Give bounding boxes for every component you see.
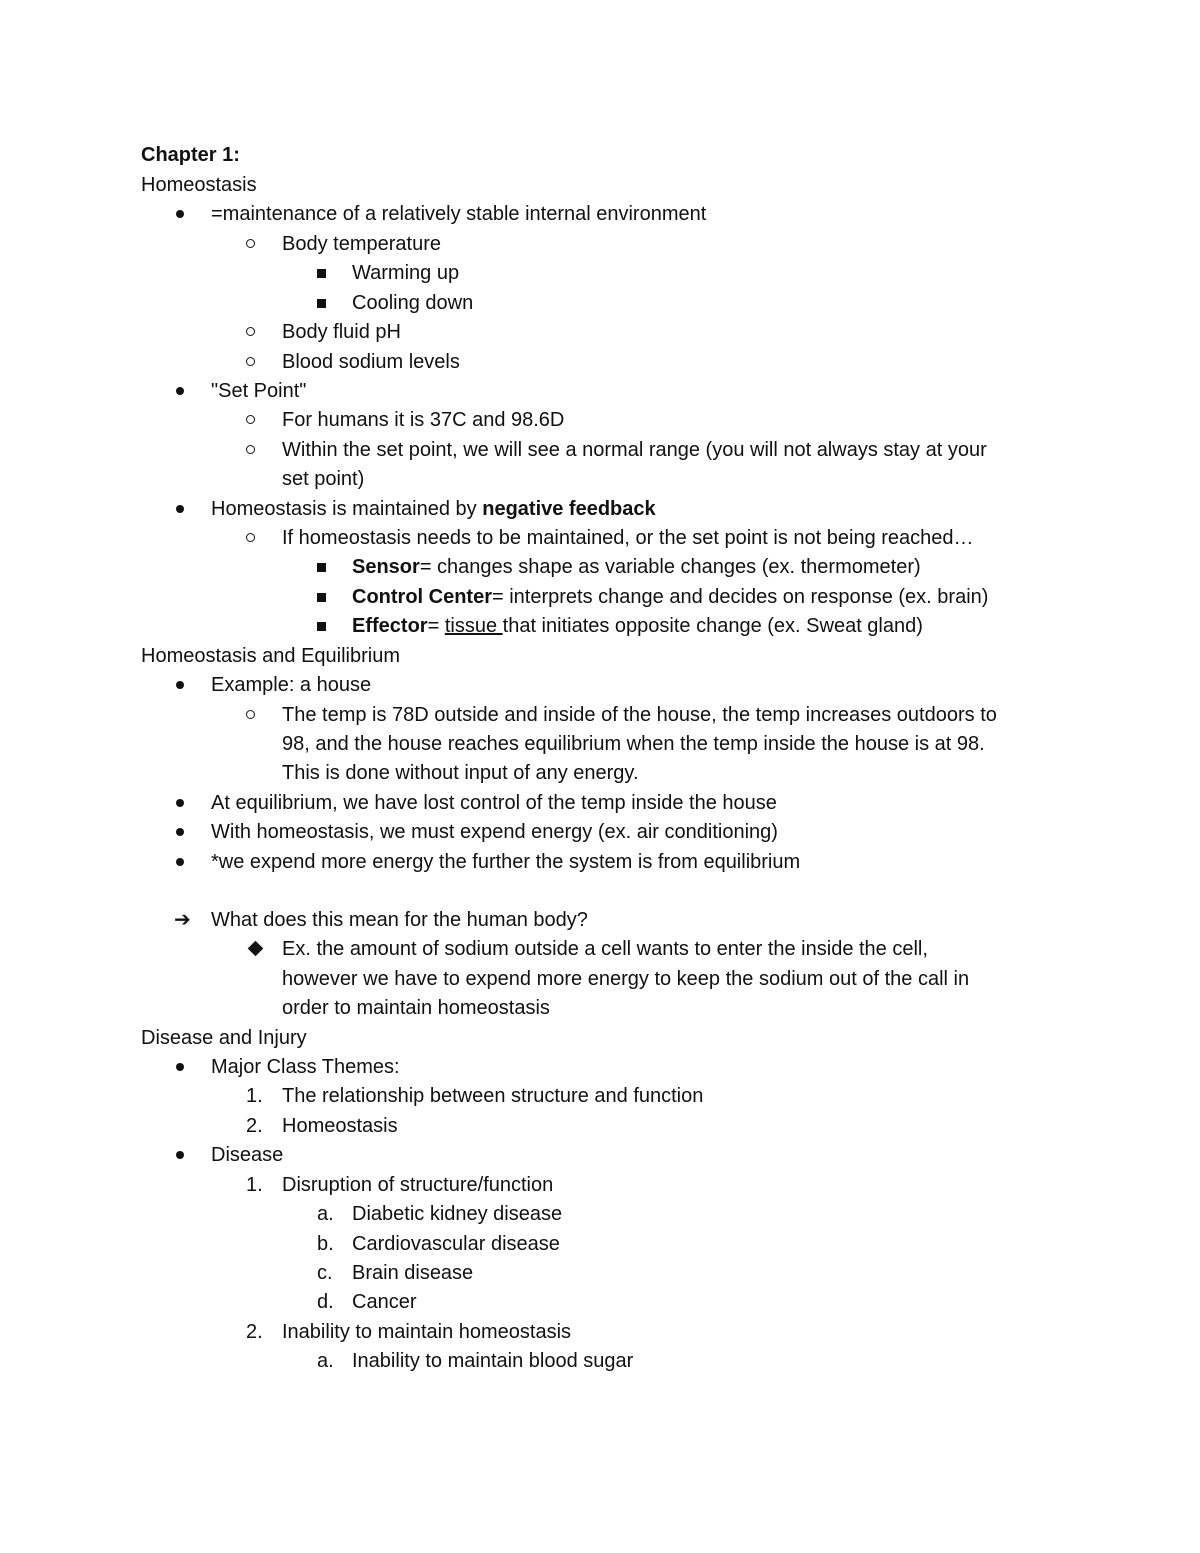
numbered-item: 2. Inability to maintain homeostasis [0, 1317, 1200, 1347]
list-number: 2. [246, 1115, 263, 1137]
arrow-right-icon: ➔ [174, 909, 191, 931]
bullet-icon [176, 505, 184, 513]
section-heading-homeostasis: Homeostasis [141, 174, 257, 196]
square-bullet-icon [317, 269, 326, 278]
continuation-line: order to maintain homeostasis [282, 997, 550, 1019]
lettered-item: b. Cardiovascular disease [0, 1229, 1200, 1259]
continuation-line: set point) [282, 468, 365, 490]
hollow-bullet-icon [246, 357, 255, 366]
list-number: 2. [246, 1321, 263, 1343]
lettered-item: d. Cancer [0, 1287, 1200, 1317]
bullet-item: =maintenance of a relatively stable internal environment [0, 199, 1200, 229]
bold-term: Control Center [352, 586, 492, 608]
bold-term: Effector [352, 615, 428, 637]
continuation-line: however we have to expend more energy to keep the sodium out of the call in [282, 968, 970, 990]
hollow-bullet-icon [246, 239, 255, 248]
list-number: 1. [246, 1174, 263, 1196]
bullet-icon [176, 387, 184, 395]
bullet-icon [176, 1063, 184, 1071]
chapter-title: Chapter 1: [141, 144, 240, 166]
hollow-bullet-icon [246, 445, 255, 454]
lettered-item: a. Inability to maintain blood sugar [0, 1346, 1200, 1376]
bullet-item: "Set Point" [0, 376, 1200, 406]
hollow-bullet-icon [246, 710, 255, 719]
lettered-item: c. Brain disease [0, 1258, 1200, 1288]
list-number: 1. [246, 1085, 263, 1107]
lettered-item: a. Diabetic kidney disease [0, 1199, 1200, 1229]
bullet-icon [176, 799, 184, 807]
sub-bullet-item: If homeostasis needs to be maintained, or the set point is not being reached… [0, 523, 1200, 553]
sub-bullet-item: Blood sodium levels [0, 347, 1200, 377]
bullet-item: *we expend more energy the further the system is from equilibrium [0, 847, 1200, 877]
sub-sub-bullet-item: Sensor= changes shape as variable changes (ex. thermometer) [0, 552, 1200, 582]
numbered-item: 1. Disruption of structure/function [0, 1170, 1200, 1200]
bullet-icon [176, 1151, 184, 1159]
hollow-bullet-icon [246, 327, 255, 336]
section-heading-disease: Disease and Injury [141, 1027, 307, 1049]
square-bullet-icon [317, 563, 326, 572]
section-heading-equilibrium: Homeostasis and Equilibrium [141, 645, 401, 667]
underlined-term: tissue [444, 615, 503, 637]
sub-sub-bullet-item: Effector= tissue that initiates opposite change (ex. Sweat gland) [0, 611, 1200, 641]
square-bullet-icon [317, 593, 326, 602]
sub-bullet-item: The temp is 78D outside and inside of the house, the temp increases outdoors to [0, 700, 1200, 730]
arrow-item: ➔ What does this mean for the human body? [0, 905, 1200, 935]
sub-sub-bullet-item: Cooling down [0, 288, 1200, 318]
diamond-item: Ex. the amount of sodium outside a cell wants to enter the inside the cell, [0, 934, 1200, 964]
hollow-bullet-icon [246, 533, 255, 542]
bullet-icon [176, 681, 184, 689]
list-letter: a. [317, 1350, 334, 1372]
list-letter: d. [317, 1291, 334, 1313]
sub-bullet-item: Body temperature [0, 229, 1200, 259]
bold-term: Sensor [352, 556, 420, 578]
bullet-icon [176, 858, 184, 866]
bold-term: negative feedback [482, 498, 656, 520]
sub-sub-bullet-item: Control Center= interprets change and decides on response (ex. brain) [0, 582, 1200, 612]
bullet-item: At equilibrium, we have lost control of the temp inside the house [0, 788, 1200, 818]
bullet-item: With homeostasis, we must expend energy (ex. air conditioning) [0, 817, 1200, 847]
diamond-bullet-icon [248, 941, 264, 957]
hollow-bullet-icon [246, 415, 255, 424]
square-bullet-icon [317, 299, 326, 308]
list-letter: c. [317, 1262, 333, 1284]
sub-bullet-item: Within the set point, we will see a normal range (you will not always stay at your [0, 435, 1200, 465]
list-letter: b. [317, 1233, 334, 1255]
chapter-title-line [0, 140, 1200, 170]
sub-bullet-item: Body fluid pH [0, 317, 1200, 347]
sub-sub-bullet-item: Warming up [0, 258, 1200, 288]
continuation-line: This is done without input of any energy. [282, 762, 639, 784]
numbered-item: 1. The relationship between structure and function [0, 1081, 1200, 1111]
sub-bullet-item: For humans it is 37C and 98.6D [0, 405, 1200, 435]
numbered-item: 2. Homeostasis [0, 1111, 1200, 1141]
list-letter: a. [317, 1203, 334, 1225]
bullet-icon [176, 210, 184, 218]
bullet-icon [176, 828, 184, 836]
continuation-line: 98, and the house reaches equilibrium when the temp inside the house is at 98. [282, 733, 985, 755]
bullet-item: Homeostasis is maintained by negative feedback [0, 494, 1200, 524]
square-bullet-icon [317, 622, 326, 631]
bullet-item: Major Class Themes: [0, 1052, 1200, 1082]
bullet-item: Disease [0, 1140, 1200, 1170]
bullet-item: Example: a house [0, 670, 1200, 700]
